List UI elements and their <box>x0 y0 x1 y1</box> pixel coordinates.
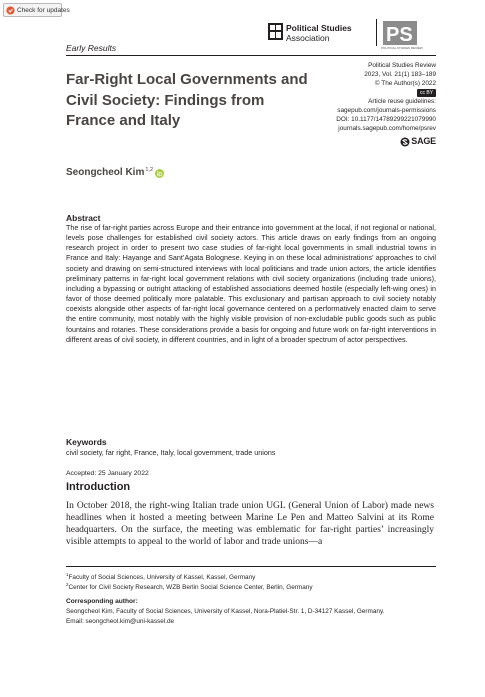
check-for-updates-label: Check for updates <box>17 6 70 14</box>
footnote-divider <box>66 566 436 567</box>
ps-logo-caption: POLITICAL STUDIES REVIEW <box>381 46 423 50</box>
article-metadata <box>296 62 436 150</box>
article-title: Far-Right Local Governments and Civil Society: Findings from France and Italy <box>66 71 308 129</box>
section-label: Early Results <box>66 43 117 53</box>
logo-divider <box>376 19 377 46</box>
corresponding-email[interactable]: Email: seongcheol.kim@uni-kassel.de <box>66 617 175 625</box>
corresponding-author-heading: Corresponding author: <box>66 598 138 605</box>
introduction-text: In October 2018, the right-wing Italian trade union UGL (General Union of Labor) made news headlines when it hosted a meeting between Marine Le Pen and Matteo Salvini at its Rome headquarters. On the surface, the meeting was emblematic for far-right parties’ increasingly visible attempts to appeal to the world of labor and trade unions—a <box>66 501 434 547</box>
reuse-label: Article reuse guidelines: <box>368 98 436 106</box>
doi[interactable]: DOI: 10.1177/14789299221079990 <box>336 115 436 123</box>
author-affiliation-marks: 1,2 <box>145 167 154 173</box>
abstract-heading: Abstract <box>66 213 101 223</box>
sage-icon <box>400 137 410 147</box>
check-for-updates-button[interactable] <box>3 3 70 17</box>
author <box>66 167 164 178</box>
keywords-text: civil society, far right, France, Italy, local government, trade unions <box>66 448 276 457</box>
footnote-2: $^2$Center for Civil Society Research, WZB Berlin Social Science Center, Berlin, Germany <box>66 582 313 592</box>
corresponding-author-details <box>66 607 436 626</box>
sage-label: SAGE <box>411 136 436 147</box>
journal-logo <box>268 19 468 53</box>
sage-logo <box>400 137 436 147</box>
svg-text:PS: PS <box>386 24 413 46</box>
copyright: © The Author(s) 2022 <box>374 79 436 87</box>
journal-link[interactable]: journals.sagepub.com/home/psrev <box>338 124 436 132</box>
orcid-icon[interactable] <box>155 169 164 178</box>
psa-seal-icon <box>268 23 283 40</box>
header-divider <box>66 55 436 56</box>
author-name: Seongcheol Kim <box>66 167 145 178</box>
update-check-icon <box>6 6 15 15</box>
corresponding-address: Seongcheol Kim, Faculty of Social Sciences, University of Kassel, Nora-Platiel-Str. 1, D-34127 Kassel, Germany. <box>66 608 385 615</box>
reuse-link[interactable]: sagepub.com/journals-permissions <box>337 107 436 115</box>
cc-license-badge: cc BY <box>417 89 436 97</box>
footnote-1: $^1$Faculty of Social Sciences, University of Kassel, Kassel, Germany <box>66 572 256 582</box>
abstract-text: The rise of far-right parties across Europe and their entrance into government at the local, if not regional or national, levels pose challenges for established civil society actors. This article draws on early findings from an ongoing research project in order to present two case studies of far-right local governments in small industrial towns in France and Italy: Hayange and Sant’Agata Bolognese. Keying in on these local administrations’ approaches to civil society and drawing on semi-structured interviews with local politicians and trade union actors, the article identifies preliminary patterns in far-right local government relations with civil society organizations (including trade unions), including a bypassing or outright attacking of established associations deemed hostile (especially left-wing ones) in favor of those deemed politically more palatable. This exclusionary and partisan approach to civil society notably coexists alongside other aspects of far-right local governance centered on a performatively enacted claim to serve the entire community, most notably with the highly visible provision of non-excludable public goods such as public fountains and rotaries. These considerations provide a basis for ongoing and future work on far-right interventions in different areas of civil society, in different countries, and in light of a broader spectrum of actor perspectives. <box>66 223 436 344</box>
keywords-heading: Keywords <box>66 437 107 447</box>
accepted-date: Accepted: 25 January 2022 <box>66 470 149 477</box>
journal-name: Political Studies Review <box>368 62 436 69</box>
psa-name: Political Studies Association <box>286 23 352 43</box>
introduction-heading: Introduction <box>66 481 131 493</box>
journal-volume: 2023, Vol. 21(1) 183–189 <box>364 70 436 78</box>
